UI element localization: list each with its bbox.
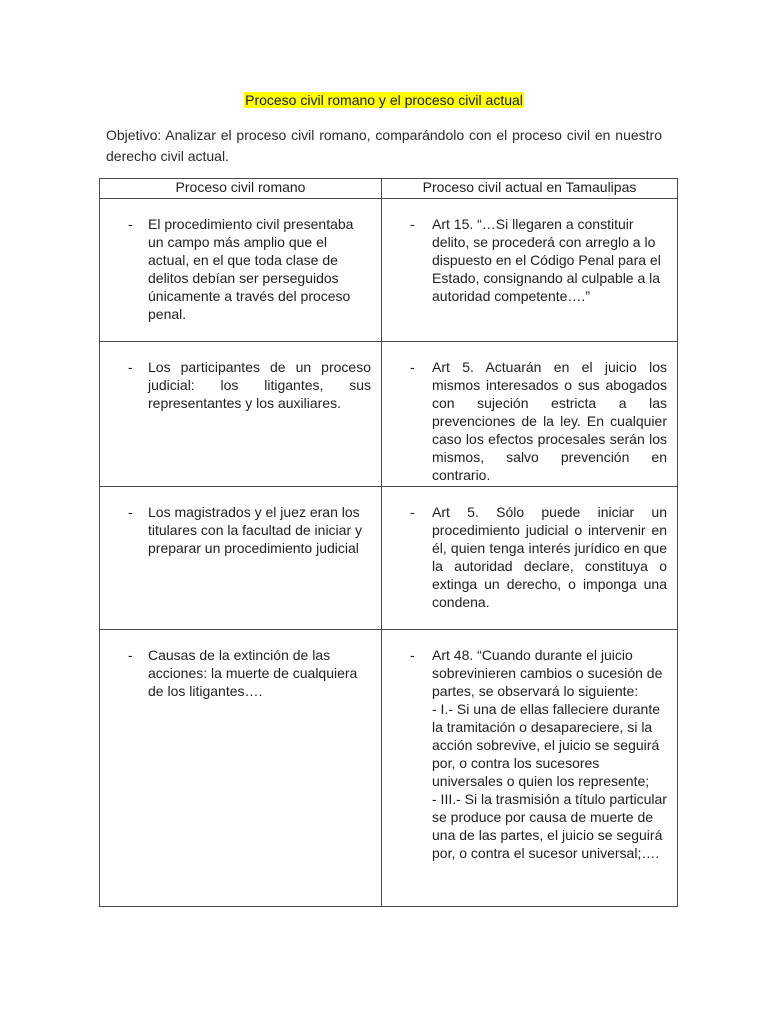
- comparison-table: [99, 178, 678, 907]
- current-cell: [382, 199, 678, 342]
- objective-paragraph: Objetivo: Analizar el proceso civil romano, comparándolo con el proceso civil en nuestro derecho civil actual.: [106, 127, 662, 164]
- current-text: Art 5. Sólo puede iniciar un procedimiento judicial o intervenir en él, quien tenga interés jurídico en que la autoridad declare, constituya o extinga un derecho, o imponga una condena.: [432, 504, 667, 610]
- header-roman-process: Proceso civil romano: [100, 179, 382, 199]
- table-header-row: [100, 179, 678, 199]
- header-current-process: Proceso civil actual en Tamaulipas: [382, 179, 678, 199]
- bullet-dash: -: [128, 504, 133, 520]
- table-row: [100, 487, 678, 630]
- bullet-dash: -: [410, 504, 415, 520]
- document-title: Proceso civil romano y el proceso civil actual: [245, 92, 523, 108]
- table-row: [100, 342, 678, 487]
- table-row: [100, 199, 678, 342]
- current-cell: [382, 630, 678, 907]
- current-cell: [382, 487, 678, 630]
- bullet-dash: -: [128, 216, 133, 232]
- roman-text: Los participantes de un proceso judicial: los litigantes, sus representantes y los auxiliares.: [148, 359, 371, 411]
- roman-cell: [100, 630, 382, 907]
- current-cell: [382, 342, 678, 487]
- bullet-dash: -: [410, 359, 415, 375]
- roman-text: Los magistrados y el juez eran los titulares con la facultad de iniciar y preparar un procedimiento judicial: [148, 504, 362, 556]
- roman-cell: [100, 487, 382, 630]
- bullet-dash: -: [128, 647, 133, 663]
- table-row: [100, 630, 678, 907]
- current-text: Art 15. “…Si llegaren a constituir delito, se procederá con arreglo a lo dispuesto en el Código Penal para el Estado, consignando al culpable a la autoridad competente….”: [432, 216, 661, 304]
- bullet-dash: -: [128, 359, 133, 375]
- title-container: [0, 92, 768, 110]
- current-text: Art 48. “Cuando durante el juicio sobrevinieren cambios o sucesión de partes, se observará lo siguiente: - I.- Si una de ellas falleciere durante la tramitación o desapareciere, si la acción sobrevive, el juicio se seguirá por, o contra los sucesores universales o quien los represente; - III.- Si la trasmisión a título particular se produce por causa de muerte de una de las partes, el juicio se seguirá por, o contra el sucesor universal;….: [432, 647, 667, 861]
- roman-text: El procedimiento civil presentaba un campo más amplio que el actual, en el que toda clase de delitos debían ser perseguidos únicamente a través del proceso penal.: [148, 216, 354, 322]
- roman-cell: [100, 342, 382, 487]
- current-text: Art 5. Actuarán en el juicio los mismos interesados o sus abogados con sujeción estricta a las prevenciones de la ley. En cualquier caso los efectos procesales serán los mismos, salvo prevención en contrario.: [432, 359, 667, 483]
- roman-cell: [100, 199, 382, 342]
- bullet-dash: -: [410, 647, 415, 663]
- roman-text: Causas de la extinción de las acciones: la muerte de cualquiera de los litigantes….: [148, 647, 358, 699]
- bullet-dash: -: [410, 216, 415, 232]
